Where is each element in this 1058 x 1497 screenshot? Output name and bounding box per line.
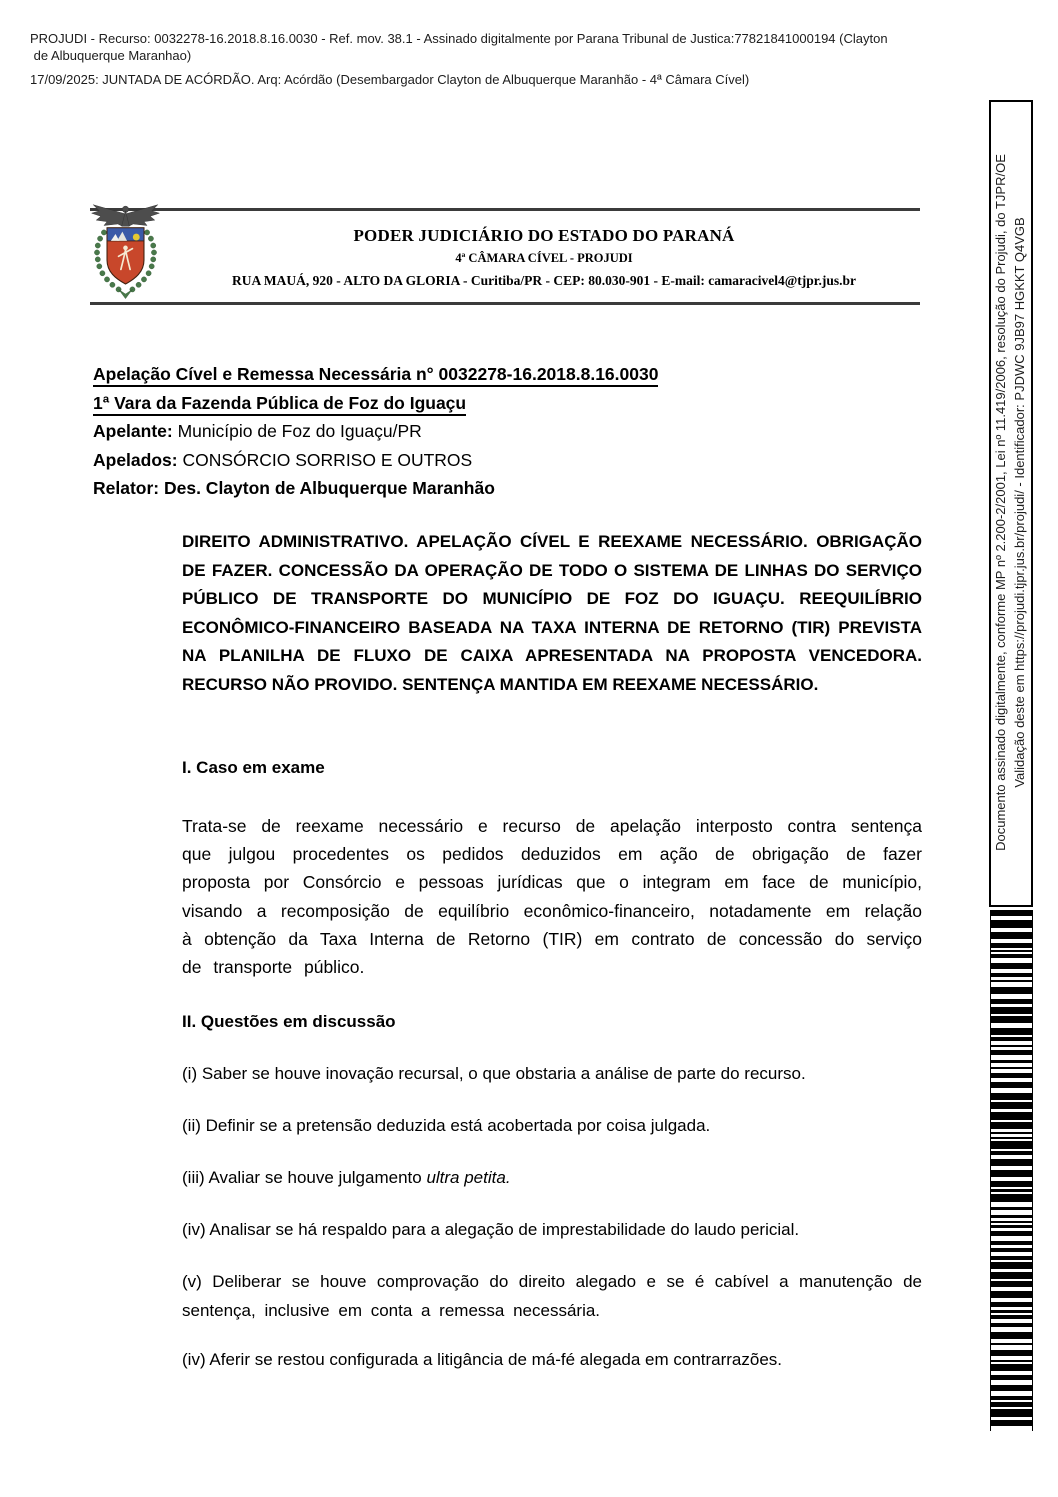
apelante-value: Município de Foz do Iguaçu/PR [172, 421, 422, 442]
question-item-6 [182, 1346, 922, 1375]
ementa: DIREITO ADMINISTRATIVO. APELAÇÃO CÍVEL E REEXAME NECESSÁRIO. OBRIGAÇÃO DE FAZER. CONCESSÃO DA OPERAÇÃO DE TODO O SISTEMA DE LINHAS DO SERVIÇO PÚBLICO DE TRANSPORTE DO MUNICÍPIO DE FOZ DO IGUAÇU. REEQUILÍBRIO ECONÔMICO-FINANCEIRO BASEADA NA TAXA INTERNA DE RETORNO (TIR) PREVISTA NA PLANILHA DE FLUXO DE CAIXA APRESENTADA NA PROPOSTA VENCEDORA. RECURSO NÃO PROVIDO. SENTENÇA MANTIDA EM REEXAME NECESSÁRIO. [182, 532, 922, 694]
court-line [93, 389, 923, 418]
parana-coat-of-arms-icon [87, 203, 164, 305]
question-item-4-text: (iv) Analisar se há respaldo para a alegação de imprestabilidade do laudo pericial. [182, 1220, 800, 1239]
stamp-line-2: de Albuquerque Maranhao) [30, 48, 192, 63]
stamp-line-3: 17/09/2025: JUNTADA DE ACÓRDÃO. Arq: Acórdão (Desembargador Clayton de Albuquerque Maranhão - 4ª Câmara Cível) [30, 72, 750, 87]
letterhead-bottom-rule [90, 302, 920, 305]
validation-sidebar-rotated-text [991, 102, 1031, 903]
question-item-1 [182, 1060, 922, 1089]
section-2-heading: II. Questões em discussão [182, 1012, 396, 1031]
question-item-1-text: (i) Saber se houve inovação recursal, o que obstaria a análise de parte do recurso. [182, 1064, 806, 1083]
letterhead-text [168, 206, 920, 289]
court-address: RUA MAUÁ, 920 - ALTO DA GLORIA - Curitiba/PR - CEP: 80.030-901 - E-mail: camaracivel4@tjpr.jus.br [231, 273, 857, 288]
case-number-line [93, 360, 923, 389]
question-item-3-text: (iii) Avaliar se houve julgamento [182, 1168, 427, 1187]
barcode [990, 910, 1033, 1431]
validation-sidebar [989, 100, 1033, 907]
question-item-6-text: (iv) Aferir se restou configurada a litigância de má-fé alegada em contrarrazões. [182, 1350, 783, 1369]
case-identification [93, 360, 923, 503]
relator-line: Relator: Des. Clayton de Albuquerque Maranhão [93, 478, 495, 499]
court-of-origin: 1ª Vara da Fazenda Pública de Foz do Iguaçu [93, 393, 466, 416]
apelados-value: CONSÓRCIO SORRISO E OUTROS [177, 449, 473, 470]
question-item-2 [182, 1112, 922, 1141]
question-item-5 [182, 1268, 922, 1325]
case-number: Apelação Cível e Remessa Necessária n° 0032278-16.2018.8.16.0030 [93, 364, 658, 387]
question-item-2-text: (ii) Definir se a pretensão deduzida está acobertada por coisa julgada. [182, 1116, 711, 1135]
court-title: PODER JUDICIÁRIO DO ESTADO DO PARANÁ [353, 226, 735, 245]
apelante-label: Apelante: [93, 421, 173, 442]
section-1-paragraph: Trata-se de reexame necessário e recurso de apelação interposto contra sentença que julgou procedentes os pedidos deduzidos em ação de obrigação de fazer proposta por Consórcio e pessoas jurídicas que o integram em face de município, visando a recomposição de equilíbrio econômico-financeiro, notadamente em relação à obtenção da Taxa Interna de Retorno (TIR) em contrato de concessão do serviço de transporte público. [182, 816, 922, 978]
validation-line-1: Documento assinado digitalmente, conforme MP nº 2.200-2/2001, Lei nº 11.419/2006, resolução do Projudi, do TJPR/OE [993, 154, 1008, 851]
chamber-subtitle: 4ª CÂMARA CÍVEL - PROJUDI [455, 251, 633, 265]
letterhead-top-rule [90, 208, 920, 211]
stamp-line-1: PROJUDI - Recurso: 0032278-16.2018.8.16.0030 - Ref. mov. 38.1 - Assinado digitalmente por Parana Tribunal de Justica:77821841000194 (Clayton [30, 31, 888, 46]
section-1-heading: I. Caso em exame [182, 758, 325, 777]
question-item-5-text: (v) Deliberar se houve comprovação do direito alegado e se é cabível a manutenção de sentença, inclusive em conta a remessa necessária. [182, 1272, 922, 1320]
question-item-3-italic: ultra petita. [426, 1168, 511, 1187]
letterhead [90, 206, 920, 305]
apelante-line [93, 417, 923, 446]
apelados-line [93, 446, 923, 475]
question-item-4 [182, 1216, 922, 1245]
question-item-3 [182, 1164, 922, 1193]
validation-line-2: Validação deste em https://projudi.tjpr.jus.br/projudi/ - Identificador: PJDWC 9JB97 HGKKT Q4VGB [1012, 217, 1027, 788]
apelados-label: Apelados: [93, 449, 178, 470]
signature-stamp [30, 30, 990, 88]
